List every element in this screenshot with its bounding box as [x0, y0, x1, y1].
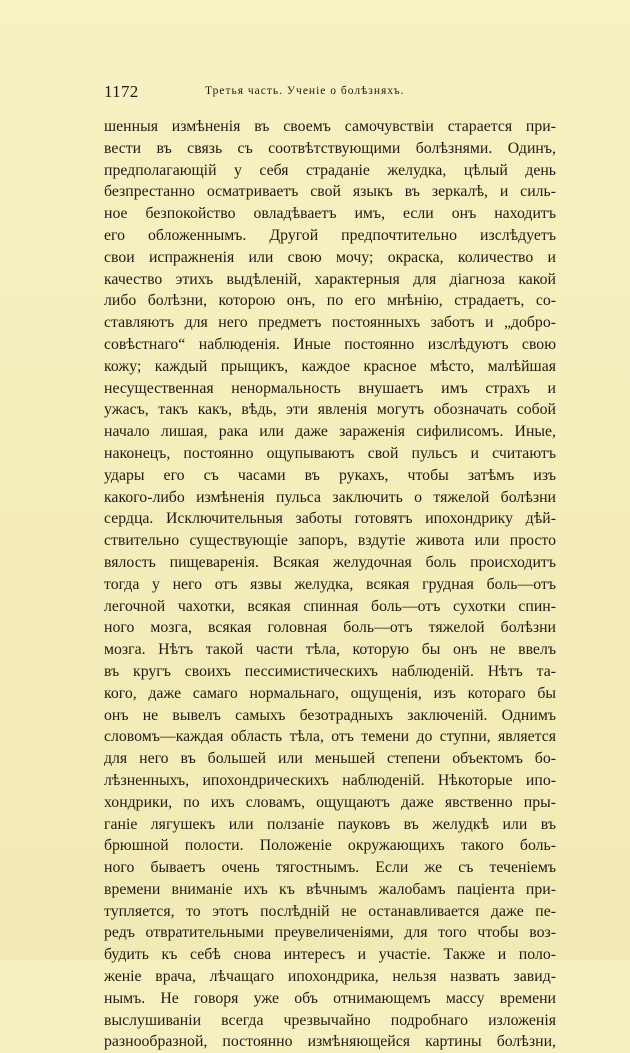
text-line: легочной чахотки, всякая спинная боль—отъ сухотки спин- [104, 597, 556, 615]
text-line: вести въ связь съ соотвѣтствующими болѣзнями. Одинъ, [104, 139, 556, 157]
body-text [104, 116, 556, 1053]
text-line: ного бываетъ очень тягостнымъ. Если же съ теченіемъ [104, 859, 556, 877]
text-line: редъ отвратительными преувеличеніями, для того чтобы воз- [104, 924, 556, 942]
text-line: тогда у него отъ язвы желудка, всякая грудная боль—отъ [104, 575, 556, 593]
text-line: ужасъ, такъ какъ, вѣдь, эти явленія могутъ обозначать собой [104, 401, 556, 419]
text-line: женіе врача, лѣчащаго ипохондрика, нельзя назвать завид- [104, 968, 556, 986]
text-line: хондрики, по ихъ словамъ, ощущаютъ даже явственно пры- [104, 793, 556, 811]
text-line: качество этихъ выдѣленій, характерныя для діагноза какой [104, 270, 556, 288]
text-line: сердца. Исключительныя заботы готовятъ ипохондрику дѣй- [104, 510, 556, 528]
text-line: безпрестанно осматриваетъ свой языкъ въ зеркалѣ, и силь- [104, 183, 556, 201]
page-number: 1172 [104, 82, 139, 101]
text-line: ного мозга, всякая головная боль—отъ тяжелой болѣзни [104, 619, 556, 637]
text-line: брюшной полости. Положеніе окружающихъ такого боль- [104, 837, 556, 855]
text-line: совѣстнаго“ наблюденія. Иные постоянно изслѣдуютъ свою [104, 335, 556, 353]
text-line: кого, даже самаго нормальнаго, ощущенія, изъ котораго бы [104, 684, 556, 702]
text-line: либо болѣзни, которою онъ, по его мнѣнію, страдаетъ, со- [104, 292, 556, 310]
text-line: разнообразной, постоянно измѣняющейся картины болѣзни, [104, 1033, 556, 1051]
text-line: для него въ большей или меньшей степени объектомъ бо- [104, 750, 556, 768]
text-line: наконецъ, постоянно ощупываютъ свой пульсъ и считаютъ [104, 444, 556, 462]
text-line: шенныя измѣненія въ своемъ самочувствіи старается при- [104, 118, 556, 135]
text-line: мозга. Нѣтъ такой части тѣла, которую бы онъ не ввелъ [104, 641, 556, 659]
text-line: времени вниманіе ихъ къ вѣчнымъ жалобамъ паціента при- [104, 880, 556, 898]
page-header [104, 82, 556, 106]
text-line: вялость пищеваренія. Всякая желудочная боль происходитъ [104, 553, 556, 571]
text-line: ное безпокойство овладѣваетъ имъ, если онъ находитъ [104, 205, 556, 223]
text-line: будить къ себѣ снова интересъ и участіе. Также и поло- [104, 946, 556, 964]
text-line: предполагающій у себя страданіе желудка, цѣлый день [104, 161, 556, 179]
text-line: какого-либо измѣненія пульса заключить о тяжелой болѣзни [104, 488, 556, 506]
text-line: кожу; каждый прыщикъ, каждое красное мѣсто, малѣйшая [104, 357, 556, 375]
text-line: онъ не вывелъ самыхъ безотрадныхъ заключеній. Однимъ [104, 706, 556, 724]
text-line: ганіе лягушекъ или ползаніе пауковъ въ желудкѣ или въ [104, 815, 556, 833]
running-head: Третья часть. Ученіе о болѣзняхъ. [205, 85, 405, 97]
text-line: ставляютъ для него предметъ постоянныхъ заботъ и „добро- [104, 314, 556, 332]
text-line: его обложеннымъ. Другой предпочтительно изслѣдуетъ [104, 226, 556, 244]
text-line: свои испражненія или свою мочу; окраска, количество и [104, 248, 556, 266]
text-line: начало лишая, рака или даже зараженія сифилисомъ. Иные, [104, 423, 556, 441]
text-line: ствительно существующіе запоръ, вздутіе живота или просто [104, 532, 556, 550]
text-line: несущественная ненормальность внушаетъ имъ страхъ и [104, 379, 556, 397]
text-line: словомъ—каждая область тѣла, отъ темени до ступни, является [104, 728, 556, 746]
text-line: нымъ. Не говоря уже объ отнимающемъ массу времени [104, 989, 556, 1007]
text-line: удары его съ часами въ рукахъ, чтобы затѣмъ изъ [104, 466, 556, 484]
text-line: выслушиваніи всегда чрезвычайно подробнаго изложенія [104, 1011, 556, 1029]
text-line: тупляется, то этотъ послѣдній не останавливается даже пе- [104, 902, 556, 920]
text-line: въ кругъ своихъ пессимистическихъ наблюденій. Нѣтъ та- [104, 662, 556, 680]
text-line: лѣзненныхъ, ипохондрическихъ наблюденій. Нѣкоторые ипо- [104, 771, 556, 789]
